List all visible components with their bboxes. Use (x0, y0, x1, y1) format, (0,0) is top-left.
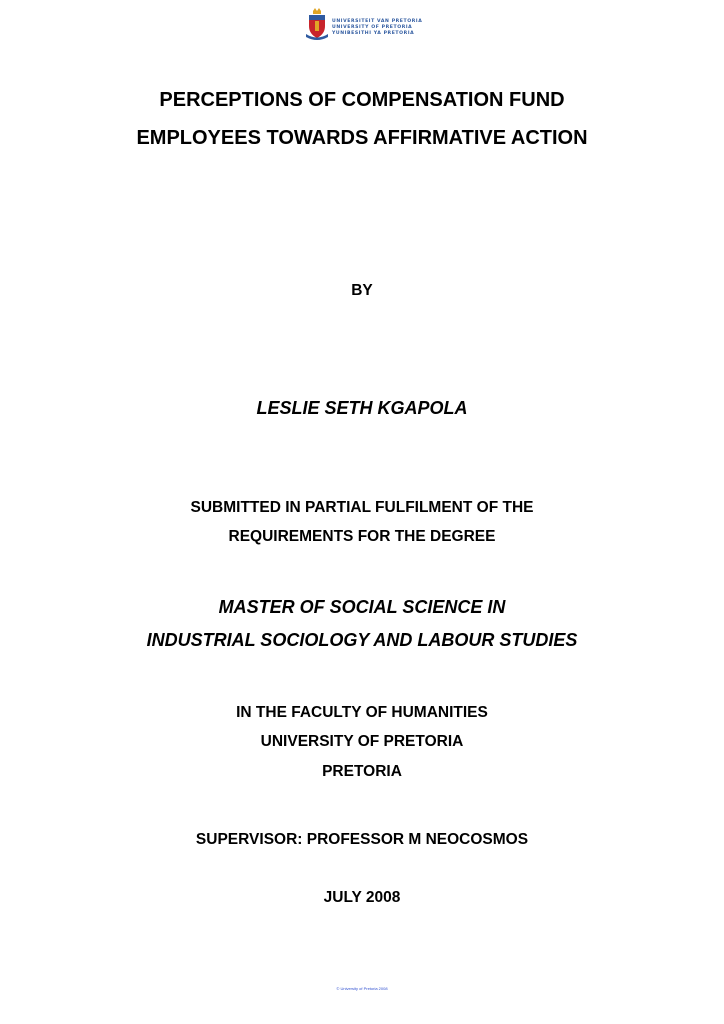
supervisor: SUPERVISOR: PROFESSOR M NEOCOSMOS (195, 831, 529, 848)
faculty: IN THE FACULTY OF HUMANITIES (236, 704, 488, 721)
city: PRETORIA (322, 763, 402, 780)
degree-line-2: INDUSTRIAL SOCIOLOGY AND LABOUR STUDIES (146, 630, 578, 650)
copyright-notice: © University of Pretoria 2008 (336, 986, 388, 991)
submission-line-1: SUBMITTED IN PARTIAL FULFILMENT OF THE (190, 499, 534, 516)
submission-date: JULY 2008 (323, 889, 401, 906)
title-line-2: EMPLOYEES TOWARDS AFFIRMATIVE ACTION (136, 127, 588, 149)
submission-line-2: REQUIREMENTS FOR THE DEGREE (228, 528, 496, 545)
university-crest-icon (306, 8, 328, 40)
logo-text-sepedi: YUNIBESITHI YA PRETORIA (332, 31, 415, 36)
author-name: LESLIE SETH KGAPOLA (256, 398, 468, 418)
by-label: BY (351, 282, 373, 299)
logo-text-afrikaans: UNIVERSITEIT VAN PRETORIA (332, 19, 423, 24)
title-line-1: PERCEPTIONS OF COMPENSATION FUND (159, 89, 565, 111)
university-name: UNIVERSITY OF PRETORIA (260, 733, 464, 750)
logo-text-english: UNIVERSITY OF PRETORIA (332, 25, 413, 30)
degree-line-1: MASTER OF SOCIAL SCIENCE IN (218, 597, 506, 617)
university-logo (306, 8, 423, 40)
